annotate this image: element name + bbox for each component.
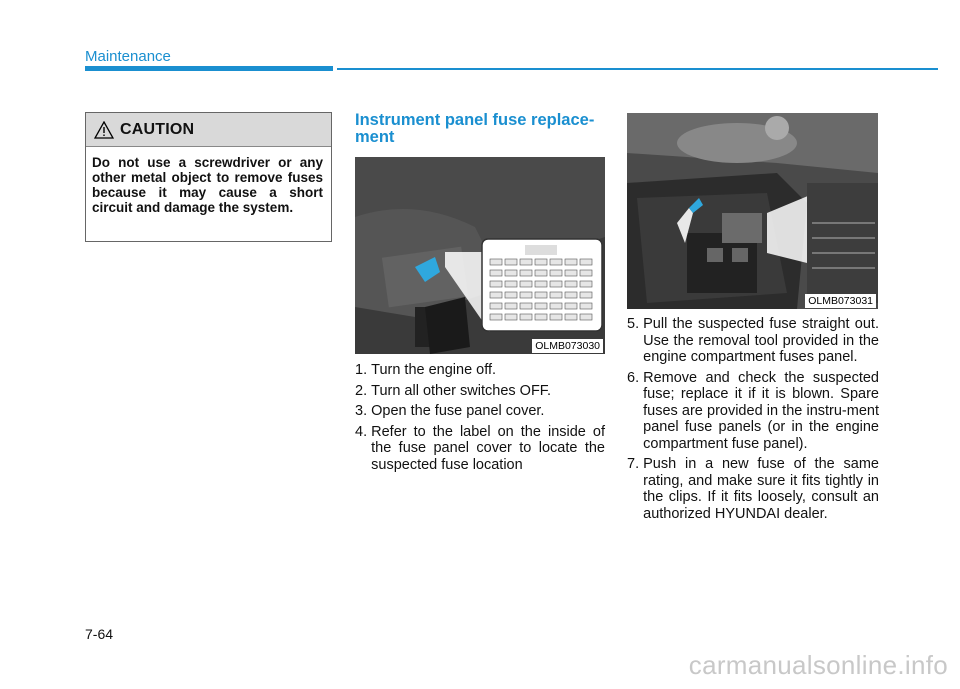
list-item: 2. Turn all other switches OFF. [355, 382, 552, 399]
watermark: carmanualsonline.info [688, 650, 948, 680]
page-number: 7-64 [85, 626, 114, 642]
caution-title: CAUTION [120, 120, 195, 138]
warning-triangle-icon [94, 121, 114, 139]
section-label: Maintenance [85, 48, 171, 65]
header-rule-thick [85, 66, 333, 71]
list-item: 4. Refer to the label on the inside of the fuse panel cover to locate the suspected fuse location [355, 423, 605, 473]
steps-list-left [355, 362, 605, 477]
section-heading: Instrument panel fuse replace-ment [355, 111, 595, 146]
list-item: 7. Push in a new fuse of the same rating, and make sure it fits tightly in the clips. If it fits loosely, consult an authorized HYUNDAI dealer. [627, 456, 879, 522]
header-rule-thin [337, 68, 938, 70]
figure-code: OLMB073030 [532, 339, 603, 353]
list-item: 5. Pull the suspected fuse straight out. Use the removal tool provided in the engine compartment fuses panel. [627, 316, 879, 365]
caution-header [86, 113, 331, 147]
caution-body: Do not use a screwdriver or any other metal object to remove fuses because it may cause a short circuit and damage the system. [92, 155, 323, 215]
caution-box [85, 112, 332, 242]
fuse-panel-photo [355, 157, 605, 354]
list-item: 6. Remove and check the suspected fuse; replace it if it is blown. Spare fuses are provided in the instru-ment panel fuse panels (or in the engine compartment fuse panel). [627, 369, 879, 452]
engine-fuse-photo [627, 113, 878, 309]
list-item: 1. Turn the engine off. [355, 362, 497, 378]
list-item: 3. Open the fuse panel cover. [355, 403, 545, 419]
steps-list-right [627, 316, 879, 526]
figure-code: OLMB073031 [805, 294, 876, 308]
